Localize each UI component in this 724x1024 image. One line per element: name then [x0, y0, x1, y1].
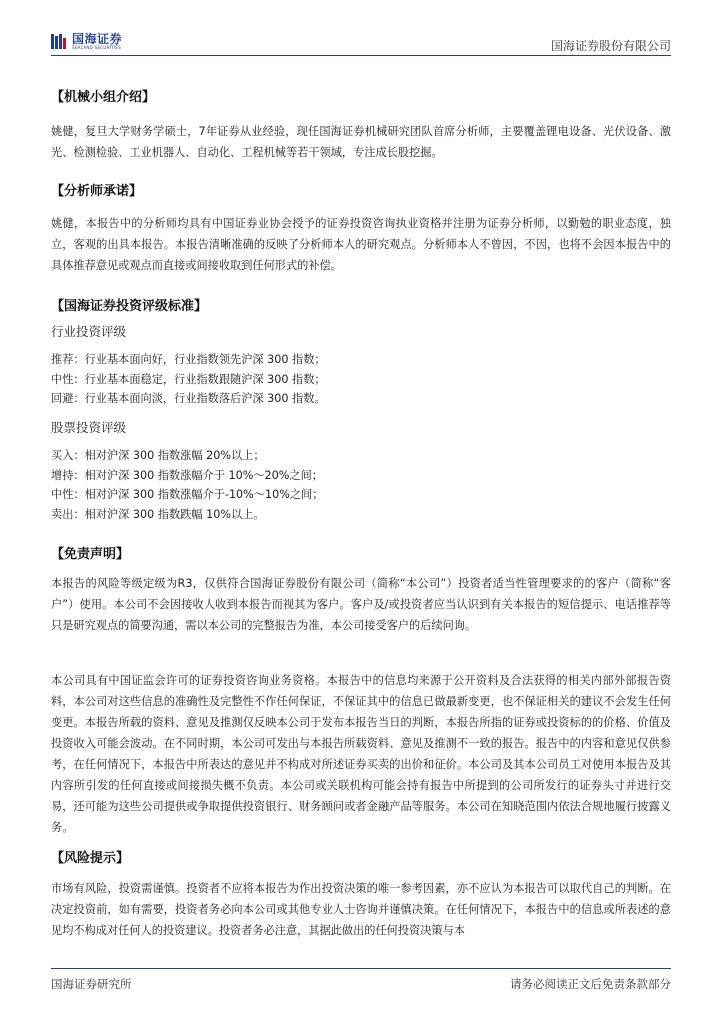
section-title-disclaimer: 【免责声明】 — [51, 547, 130, 562]
footer-divider — [51, 968, 671, 969]
risk-warning-text: 市场有风险，投资需谨慎。投资者不应将本报告为作出投资决策的唯一参考因素，亦不应认为本报告可以取代自己的判断。在决定投资前，如有需要，投资者务必向本公司或其他专业人士咨询并谨慎决策。在任何情况下，本报告中的信息或所表述的意见均不构成对任何人的投资建议。投资者务必注意，其据此做出的任何投资决策与本 — [51, 882, 671, 937]
list-item: 卖出：相对沪深 300 指数跌幅 10%以上。 — [51, 507, 265, 521]
industry-rating-list — [51, 350, 326, 409]
logo-english-name: SEALAND SECURITIES — [72, 45, 122, 50]
section-title-rating-standard: 【国海证券投资评级标准】 — [51, 299, 208, 314]
list-item: 推荐：行业基本面向好，行业指数领先沪深 300 指数； — [51, 353, 326, 366]
disclaimer-paragraph-2: 本公司具有中国证监会许可的证券投资咨询业务资格。本报告中的信息均来源于公开资料及合法获得的相关内部外部报告资料，本公司对这些信息的准确性及完整性不作任何保证，不保证其中的信息已做最新变更，也不保证相关的建议不会发生任何变更。本报告所载的资料、意见及推测仅反映本公司于发布本报告当日的判断，本报告所指的证券或投资标的的价格、价值及投资收入可能会波动。在不同时期，本公司可发出与本报告所载资料、意见及推测不一致的报告。报告中的内容和意见仅供参考，在任何情况下，本报告中所表达的意见并不构成对所述证券买卖的出价和征价。本公司及其本公司员工对使用本报告及其内容所引发的任何直接或间接损失概不负责。本公司或关联机构可能会持有报告中所提到的公司所发行的证券头寸并进行交易，还可能为这些公司提供或争取提供投资银行、财务顾问或者金融产品等服务。本公司在知晓范围内依法合规地履行披露义务。 — [51, 674, 671, 834]
sealand-logo-icon — [51, 33, 68, 50]
page-header — [0, 0, 724, 60]
list-item: 增持：相对沪深 300 指数涨幅介于 10%～20%之间； — [51, 468, 323, 482]
analyst-commitment-text: 姚健，本报告中的分析师均具有中国证券业协会授予的证券投资咨询执业资格并注册为证券分析师，以勤勉的职业态度，独立，客观的出具本报告。本报告清晰准确的反映了分析师本人的研究观点。分析师本人不曾因，不因，也将不会因本报告中的具体推荐意见或观点而直接或间接收取到任何形式的补偿。 — [51, 217, 671, 272]
section-title-risk-warning: 【风险提示】 — [51, 851, 130, 866]
disclaimer-paragraph-1: 本报告的风险等级定级为R3，仅供符合国海证券股份有限公司（简称“本公司”）投资者适当性管理要求的的客户（简称“客户”）使用。本公司不会因接收人收到本报告而视其为客户。客户及/或投资者应当认识到有关本报告的短信提示、电话推荐等只是研究观点的简要沟通，需以本公司的完整报告为准，本公司接受客户的后续问询。 — [51, 577, 671, 632]
section-title-group-intro: 【机械小组介绍】 — [51, 90, 156, 105]
section-title-analyst-commitment: 【分析师承诺】 — [51, 184, 143, 199]
footer-institute: 国海证券研究所 — [51, 977, 132, 991]
stock-rating-list — [51, 446, 323, 524]
header-company-name: 国海证券股份有限公司 — [550, 39, 671, 53]
company-logo — [51, 33, 122, 50]
header-divider — [51, 55, 671, 56]
logo-chinese-name: 国海证券 — [72, 32, 123, 46]
stock-rating-heading: 股票投资评级 — [51, 420, 127, 435]
list-item: 中性：相对沪深 300 指数涨幅介于-10%～10%之间； — [51, 488, 324, 501]
list-item: 回避：行业基本面向淡，行业指数落后沪深 300 指数。 — [51, 392, 326, 405]
footer-disclaimer-note: 请务必阅读正文后免责条款部分 — [510, 977, 671, 991]
list-item: 买入：相对沪深 300 指数涨幅 20%以上； — [51, 449, 265, 462]
industry-rating-heading: 行业投资评级 — [51, 324, 127, 339]
list-item: 中性：行业基本面稳定，行业指数跟随沪深 300 指数； — [51, 372, 326, 386]
group-intro-text: 姚健，复旦大学财务学硕士，7年证券从业经验，现任国海证券机械研究团队首席分析师，主要覆盖锂电设备、光伏设备、激光、检测检验、工业机器人、自动化、工程机械等若干领域，专注成长股挖掘。 — [51, 125, 671, 159]
